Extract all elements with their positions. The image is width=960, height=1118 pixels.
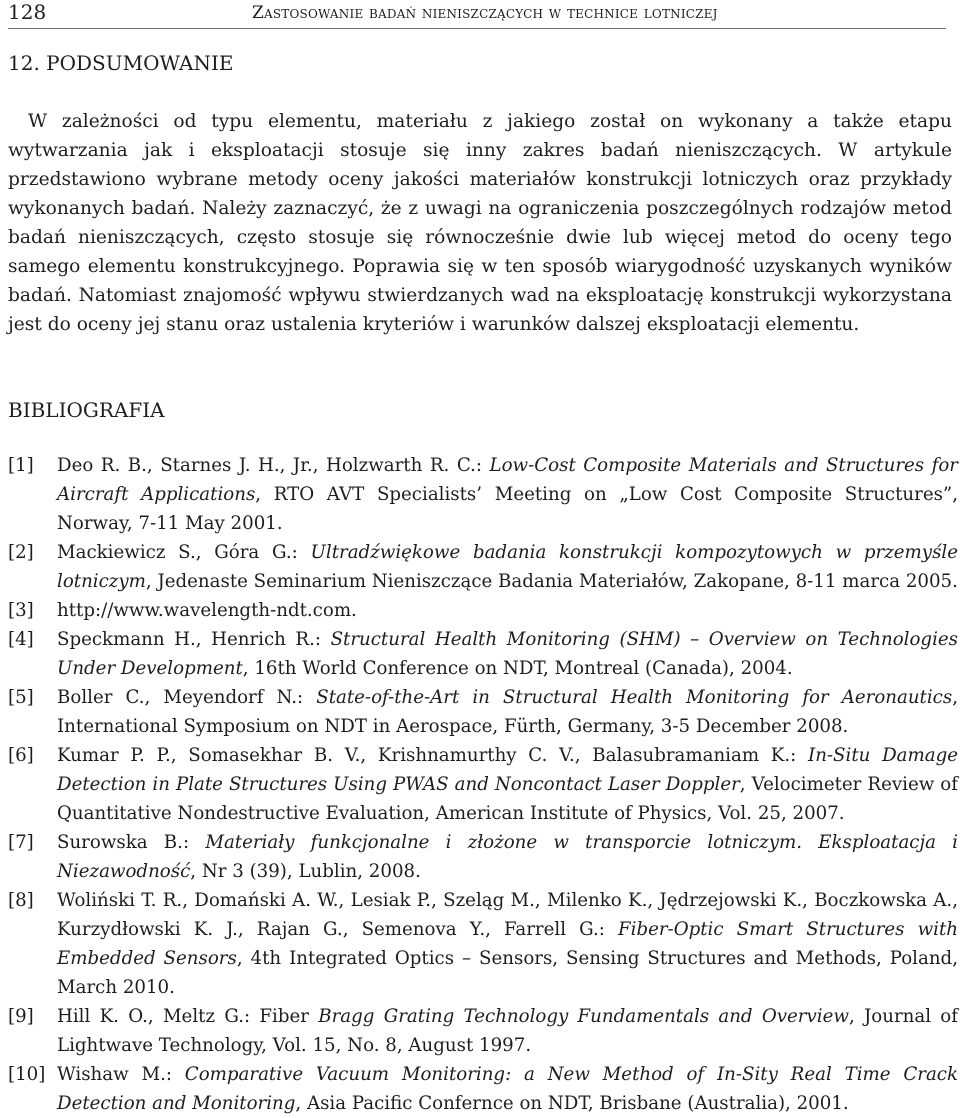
reference-authors: Boller C., Meyendorf N.: [57,687,317,708]
reference-item [8,596,958,625]
reference-number: [2] [8,542,34,563]
reference-authors: Hill K. O., Meltz G.: Fiber [57,1006,319,1027]
reference-title: Bragg Grating Technology Fundamentals and Overview [318,1006,849,1027]
reference-number: [4] [8,629,34,650]
reference-details: , 4th Integrated Optics – Sensors, Sensing Structures and Methods, Poland, March 2010. [57,948,958,998]
reference-item [8,1002,958,1060]
reference-authors: Mackiewicz S., Góra G.: [57,542,311,563]
reference-item [8,625,958,683]
reference-details: , Velocimeter Review of Quantitative Nondestructive Evaluation, American Institute of Physics, Vol. 25, 2007. [57,774,958,824]
reference-number: [10] [8,1064,46,1085]
reference-title: Fiber-Optic Smart Structures with Embedded Sensors [57,919,958,969]
reference-authors: Wishaw M.: [57,1064,185,1085]
running-title: Zastosowanie badań nieniszczących w technice lotniczej [252,3,718,23]
reference-list [8,451,958,1118]
reference-title: Comparative Vacuum Monitoring: a New Method of In-Sity Real Time Crack Detection and Monitoring [57,1064,958,1114]
reference-details: , Journal of Lightwave Technology, Vol. 15, No. 8, August 1997. [57,1006,958,1056]
reference-details: , 16th World Conference on NDT, Montreal (Canada), 2004. [242,658,793,679]
reference-item [8,683,958,741]
reference-number: [6] [8,745,34,766]
reference-details: , RTO AVT Specialists’ Meeting on „Low Cost Composite Structures”, Norway, 7-11 May 2001. [57,484,958,534]
reference-title: Ultradźwiękowe badania konstrukcji kompozytowych w przemyśle lotniczym [57,542,958,592]
reference-authors: Speckmann H., Henrich R.: [57,629,331,650]
bibliography-title: BIBLIOGRAFIA [8,398,165,422]
reference-item [8,538,958,596]
reference-title: State-of-the-Art in Structural Health Monitoring for Aeronautics [316,687,953,708]
reference-title: Structural Health Monitoring (SHM) – Overview on Technologies Under Development [57,629,958,679]
reference-authors: Deo R. B., Starnes J. H., Jr., Holzwarth R. C.: [57,455,490,476]
reference-number: [8] [8,890,34,911]
reference-link[interactable]: http://www.wavelength-ndt.com. [57,600,357,621]
reference-title: Low-Cost Composite Materials and Structures for Aircraft Applications [57,455,958,505]
reference-number: [9] [8,1006,34,1027]
reference-authors: Surowska B.: [57,832,206,853]
reference-details: , Asia Pacific Confernce on NDT, Brisbane (Australia), 2001. [295,1093,849,1114]
reference-authors: Woliński T. R., Domański A. W., Lesiak P., Szeląg M., Milenko K., Jędrzejowski K., Boczkowska A., Kurzydłowski K. J., Rajan G., Semenova Y., Farrell G.: [57,890,958,940]
reference-item [8,1060,958,1118]
reference-number: [5] [8,687,34,708]
running-header [8,0,946,29]
reference-title: Materiały funkcjonalne i złożone w transporcie lotniczym. Eksploatacja i Niezawodność [57,832,958,882]
section-title: 12. PODSUMOWANIE [8,51,234,75]
reference-item [8,741,958,828]
reference-details: , Jedenaste Seminarium Nieniszczące Badania Materiałów, Zakopane, 8-11 marca 2005. [145,571,958,592]
reference-details: , International Symposium on NDT in Aerospace, Fürth, Germany, 3-5 December 2008. [57,687,958,737]
page-number: 128 [8,0,47,24]
reference-number: [7] [8,832,34,853]
reference-item [8,886,958,1002]
reference-item [8,451,958,538]
reference-authors: Kumar P. P., Somasekhar B. V., Krishnamurthy C. V., Balasubramaniam K.: [57,745,809,766]
reference-item [8,828,958,886]
reference-details: , Nr 3 (39), Lublin, 2008. [190,861,421,882]
reference-title: In-Situ Damage Detection in Plate Structures Using PWAS and Noncontact Laser Doppler [57,745,958,795]
reference-number: [3] [8,600,34,621]
reference-number: [1] [8,455,34,476]
summary-paragraph [8,107,952,339]
summary-text: W zależności od typu elementu, materiału z jakiego został on wykonany a także etapu wytwarzania jak i eksploatacji stosuje się inny zakres badań nieniszczących. W artykule przedstawiono wybrane metody oceny jakości materiałów konstrukcji lotniczych oraz przykłady wykonanych badań. Należy zaznaczyć, że z uwagi na ograniczenia poszczególnych rodzajów metod badań nieniszczących, często stosuje się równocześnie dwie lub więcej metod do oceny tego samego elementu konstrukcyjnego. Poprawia się w ten sposób wiarygodność uzyskanych wyników badań. Natomiast znajomość wpływu stwierdzanych wad na eksploatację konstrukcji wykorzystana jest do oceny jej stanu oraz ustalenia kryteriów i warunków dalszej eksploatacji elementu. [8,111,952,335]
